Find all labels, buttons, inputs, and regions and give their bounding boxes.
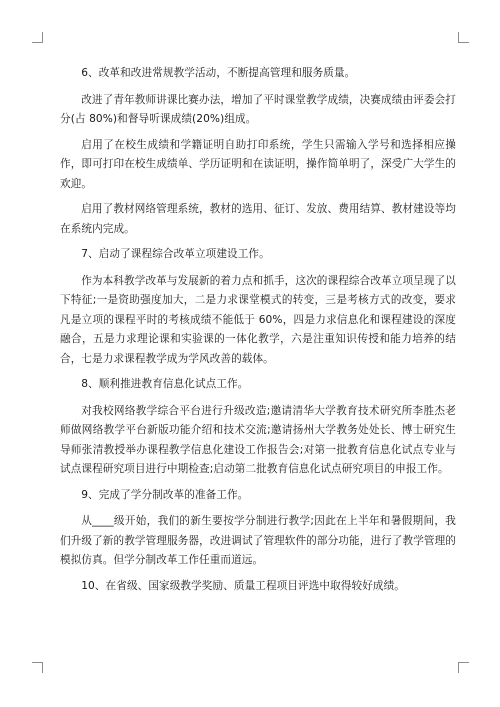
crop-mark-bottom-left bbox=[32, 662, 43, 673]
crop-mark-bottom-right bbox=[458, 662, 469, 673]
paragraph-credit-system: 从____级开始，我们的新生要按学分制进行教学;因此在上半年和暑假期间，我们升级了新的教学管理服务器，改进调试了管理软件的部分功能，进行了教学管理的模拟仿真。但学分制改革工作任重而道远。 bbox=[60, 515, 456, 566]
crop-mark-top-left bbox=[32, 32, 43, 43]
paragraph-self-service-printing: 启用了在校生成绩和学籍证明自助打印系统，学生只需输入学号和选择相应操作，即可打印在校生成绩单、学历证明和在读证明，操作简单明了，深受广大学生的欢迎。 bbox=[60, 138, 456, 190]
paragraph-lecture-contest: 改进了青年教师讲课比赛办法，增加了平时课堂教学成绩，决赛成绩由评委会打分(占 80%)和督导听课成绩(20%)组成。 bbox=[60, 93, 456, 125]
section-heading-9: 9、完成了学分制改革的准备工作。 bbox=[81, 488, 249, 501]
paragraph-informatization: 对我校网络教学综合平台进行升级改造;邀请清华大学教育技术研究所李胜杰老师做网络教学平台新版功能介绍和技术交流;邀请扬州大学教务处处长、博士研究生导师张清教授举办课程教学信息化建设工作报告会;对第一批教育信息化试点专业与试点课程研究项目进行中期检查;启动第二批教育信息化试点研究项目的申报工作。 bbox=[60, 404, 456, 475]
section-heading-6: 6、改革和改进常规教学活动，不断提高管理和服务质量。 bbox=[81, 67, 356, 79]
crop-mark-top-right bbox=[458, 32, 469, 43]
document-body bbox=[60, 64, 456, 603]
paragraph-course-reform: 作为本科教学改革与发展新的着力点和抓手，这次的课程综合改革立项呈现了以下特征;一是资助强度加大，二是力求课堂模式的转变，三是考核方式的改变，要求凡是立项的课程平时的考核成绩不能低于 60%，四是力求信息化和课程建设的深度融合，五是力求理论课和实验课的一体化教学，六是注重知识传授和能力培养的结合，七是力求课程教学成为学风改善的载体。 bbox=[60, 274, 456, 365]
paragraph-textbook-system: 启用了教材网络管理系统，教材的选用、征订、发放、费用结算、教材建设等均在系统内完成。 bbox=[60, 203, 456, 235]
section-heading-10: 10、在省级、国家级教学奖励、质量工程项目评选中取得较好成绩。 bbox=[81, 579, 405, 592]
section-heading-7: 7、启动了课程综合改革立项建设工作。 bbox=[81, 248, 270, 260]
section-heading-8: 8、顺利推进教育信息化试点工作。 bbox=[81, 378, 249, 390]
